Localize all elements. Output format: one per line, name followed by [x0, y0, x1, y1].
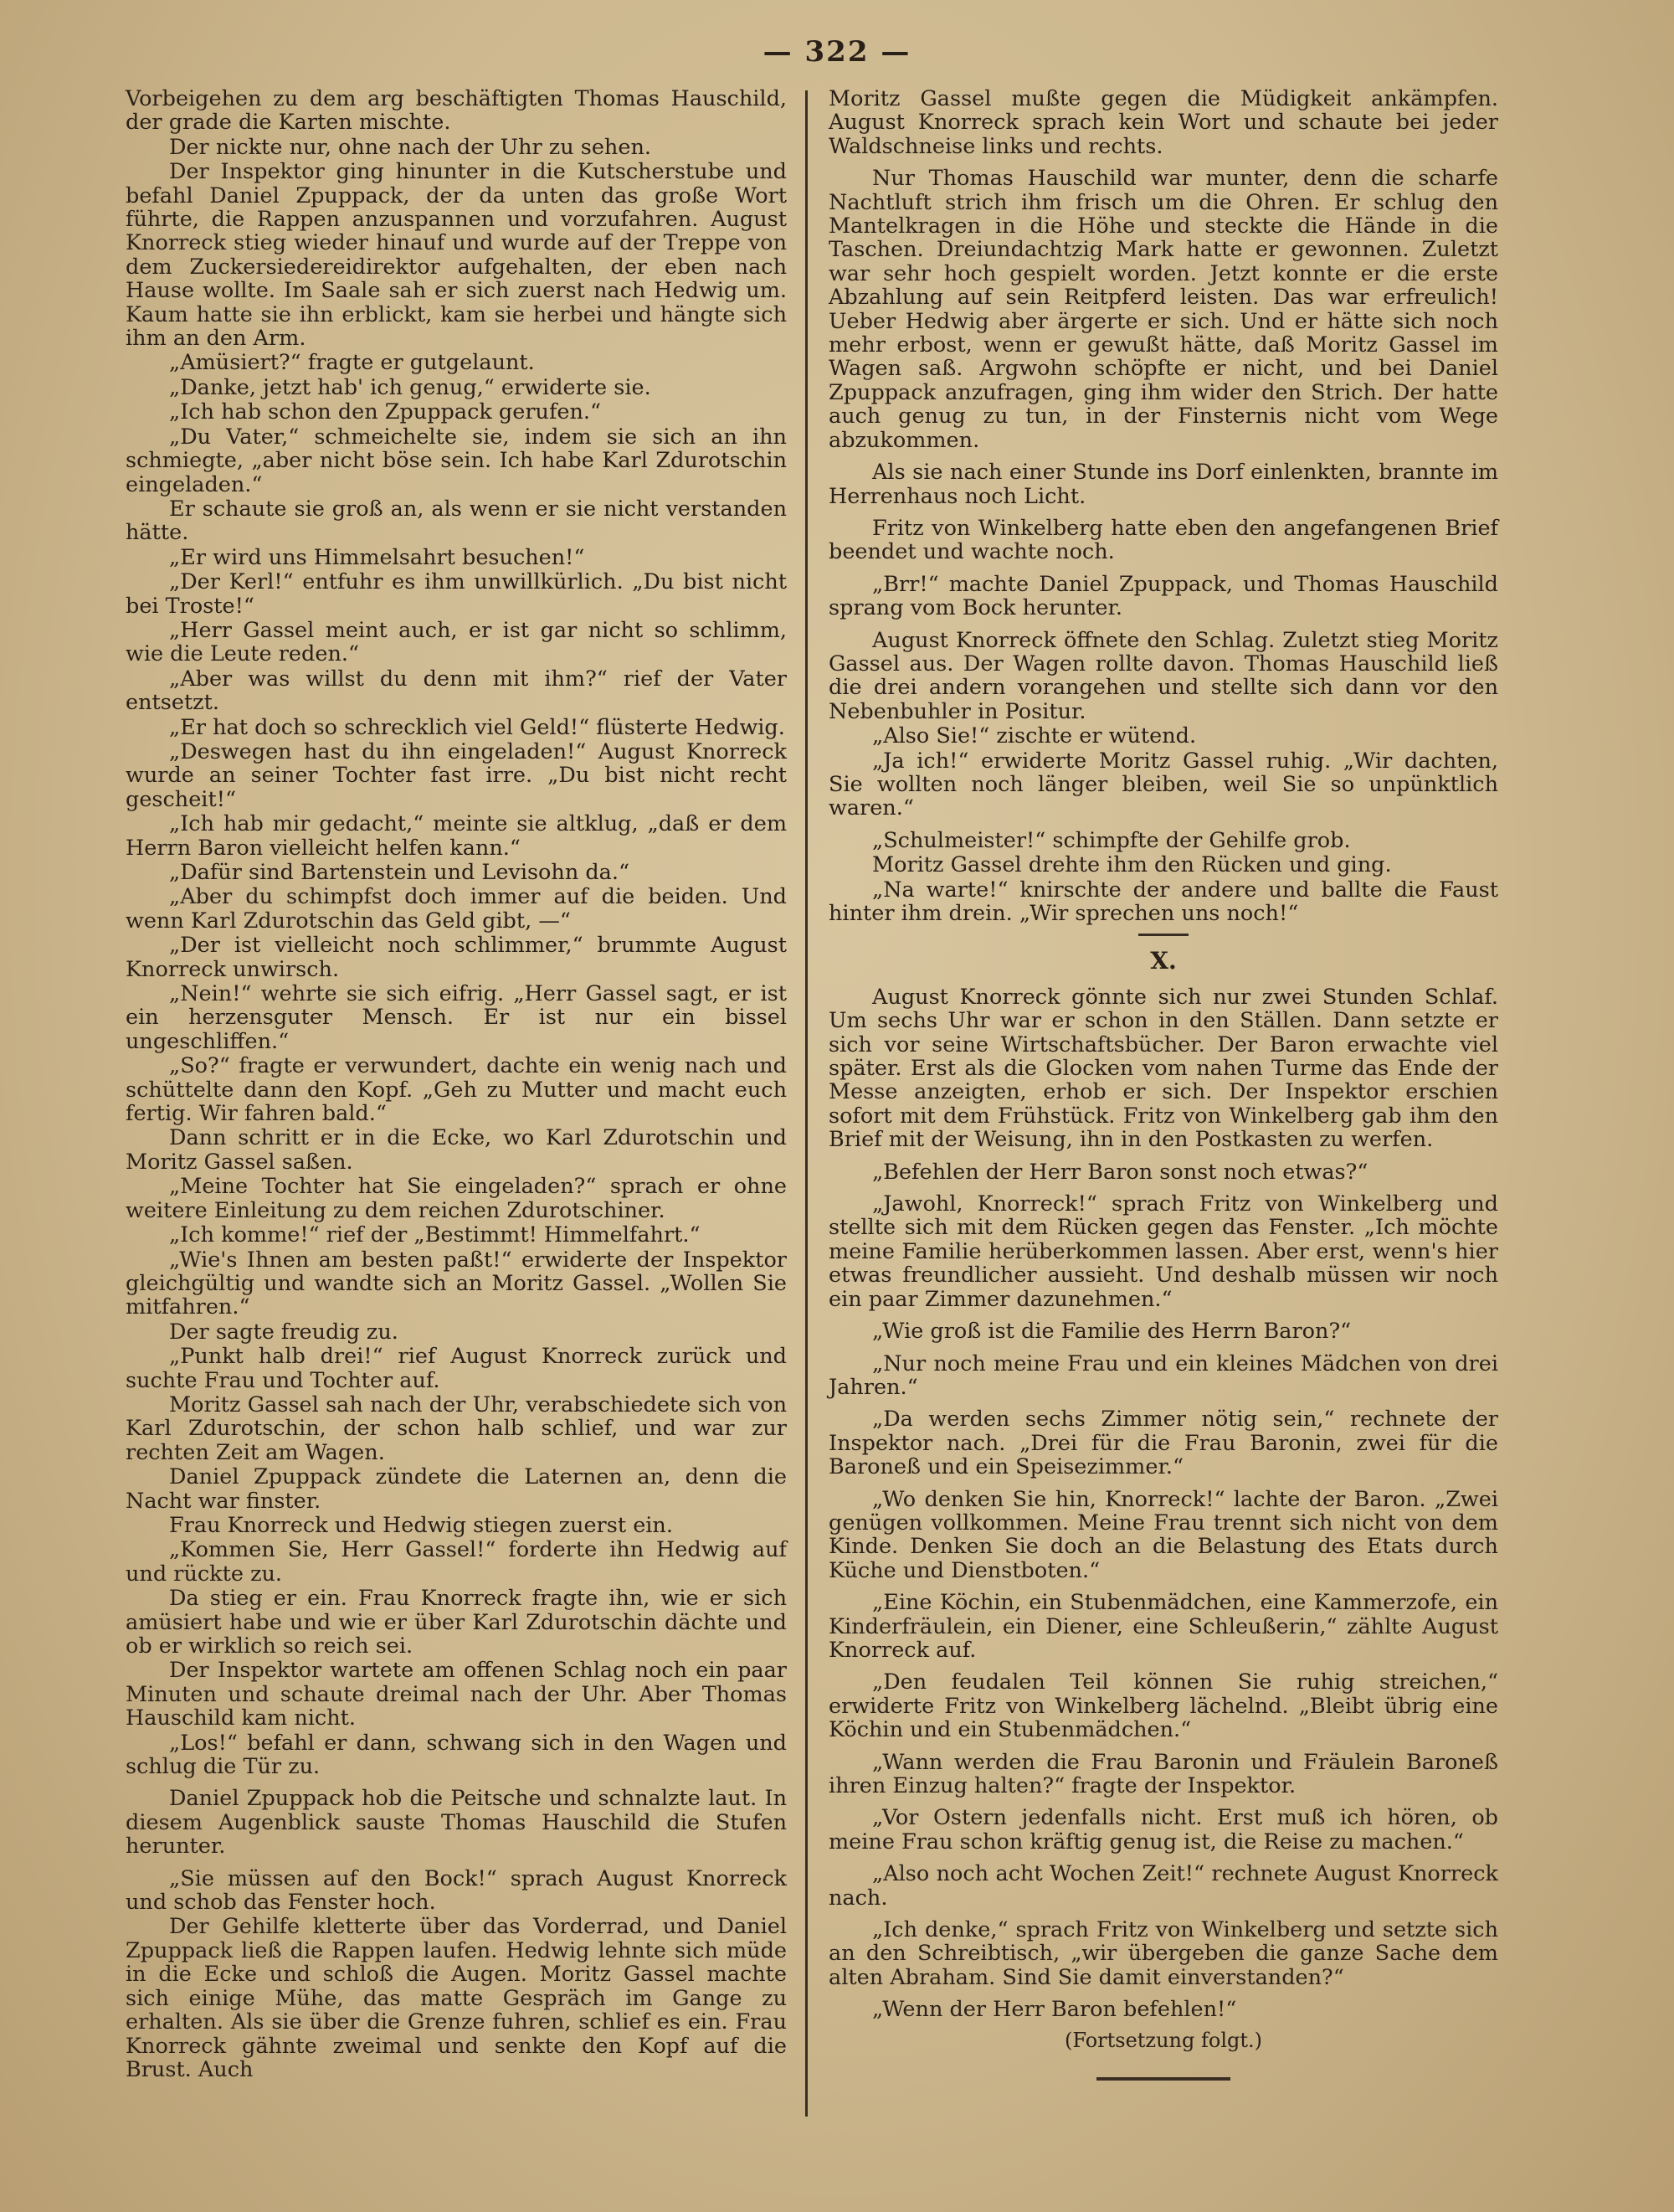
column-divider — [805, 90, 808, 2117]
paragraph: „Ich hab mir gedacht,“ meinte sie altklug, „daß er dem Herrn Baron vielleicht helfen kann.“ — [126, 811, 787, 861]
paragraph: „Los!“ befahl er dann, schwang sich in den Wagen und schlug die Tür zu. — [126, 1730, 787, 1780]
paragraph: „Ja ich!“ erwiderte Moritz Gassel ruhig. „Wir dachten, Sie wollten noch länger bleiben, weil Sie so unpünktlich waren.“ — [829, 748, 1498, 821]
paragraph: „Wenn der Herr Baron befehlen!“ — [872, 1997, 1237, 2023]
paragraph: „Ich hab schon den Zpuppack gerufen.“ — [169, 399, 602, 425]
paragraph: „Ich denke,“ sprach Fritz von Winkelberg und setzte sich an den Schreibtisch, „wir übergeben die ganze Sache dem alten Abraham. Sind Sie damit einverstanden?“ — [829, 1917, 1498, 1990]
paragraph: Der Inspektor wartete am offenen Schlag noch ein paar Minuten und schaute dreimal nach der Uhr. Aber Thomas Hauschild kam nicht. — [126, 1658, 787, 1731]
paragraph: „Deswegen hast du ihn eingeladen!“ August Knorreck wurde an seiner Tochter fast irre. „Du bist nicht recht gescheit!“ — [126, 738, 787, 812]
paragraph: „Eine Köchin, ein Stubenmädchen, eine Kammerzofe, ein Kinderfräulein, ein Diener, eine Schleußerin,“ zählte August Knorreck auf. — [829, 1590, 1498, 1663]
paragraph: „Aber du schimpfst doch immer auf die beiden. Und wenn Karl Zdurotschin das Geld gibt, —“ — [126, 884, 787, 934]
paragraph: „Jawohl, Knorreck!“ sprach Fritz von Winkelberg und stellte sich mit dem Rücken gegen das Fenster. „Ich möchte meine Familie herüberkommen lassen. Aber erst, wenn's hier etwas freundlicher aussieht. Und deshalb müssen wir noch ein paar Zimmer dazunehmen.“ — [829, 1191, 1498, 1312]
paragraph: „Wie's Ihnen am besten paßt!“ erwiderte der Inspektor gleichgültig und wandte sich an Moritz Gassel. „Wollen Sie mitfahren.“ — [126, 1247, 787, 1320]
paragraph: Nur Thomas Hauschild war munter, denn die scharfe Nachtluft strich ihm frisch um die Ohren. Er schlug den Mantelkragen in die Höhe und steckte die Hände in die Taschen. Dreiundachtzig Mark hatte er gewonnen. Zuletzt war sehr hoch gespielt worden. Jetzt konnte er die erste Abzahlung auf sein Reitpferd leisten. Das war erfreulich! Ueber Hedwig aber ärgerte er sich. Und er hätte sich noch mehr erbost, wenn er gewußt hätte, daß Moritz Gassel im Wagen saß. Argwohn schöpfte er nicht, und bei Daniel Zpuppack anzufragen, ging ihm wider den Strich. Der hatte auch genug zu tun, in der Finsternis nicht vom Wege abzukommen. — [829, 166, 1498, 453]
paragraph: „Wo denken Sie hin, Knorreck!“ lachte der Baron. „Zwei genügen vollkommen. Meine Frau trennt sich nicht von dem Kinde. Denken Sie doch an die Belastung des Etats durch Küche und Dienstboten.“ — [829, 1486, 1498, 1583]
paragraph: Frau Knorreck und Hedwig stiegen zuerst ein. — [169, 1512, 673, 1538]
paragraph: „Er wird uns Himmelsahrt besuchen!“ — [169, 544, 585, 570]
paragraph: „Punkt halb drei!“ rief August Knorreck zurück und suchte Frau und Tochter auf. — [126, 1344, 787, 1393]
paragraph: „Danke, jetzt hab' ich genug,“ erwiderte sie. — [169, 374, 651, 400]
paragraph: Moritz Gassel mußte gegen die Müdigkeit ankämpfen. August Knorreck sprach kein Wort und schaute bei jeder Waldschneise links und rechts. — [829, 86, 1498, 159]
paragraph: „Na warte!“ knirschte der andere und ballte die Faust hinter ihm drein. „Wir sprechen uns noch!“ — [829, 877, 1498, 926]
paragraph: August Knorreck gönnte sich nur zwei Stunden Schlaf. Um sechs Uhr war er schon in den Ställen. Dann setzte er sich vor seine Wirtschaftsbücher. Der Baron erwachte viel später. Erst als die Glocken vom nahen Turme das Ende der Messe anzeigten, erhob er sich. Der Inspektor erschien sofort mit dem Frühstück. Fritz von Winkelberg gab ihm den Brief mit der Weisung, ihn in den Postkasten zu werfen. — [829, 984, 1498, 1153]
left-column — [126, 87, 787, 2082]
paragraph: Daniel Zpuppack hob die Peitsche und schnalzte laut. In diesem Augenblick sauste Thomas Hauschild die Stufen herunter. — [126, 1786, 787, 1860]
paragraph: „Brr!“ machte Daniel Zpuppack, und Thomas Hauschild sprang vom Bock herunter. — [829, 571, 1498, 621]
paragraph: Der Inspektor ging hinunter in die Kutscherstube und befahl Daniel Zpuppack, der da unten das große Wort führte, die Rappen anzuspannen und vorzufahren. August Knorreck stieg wieder hinauf und wurde auf der Treppe von dem Zuckersiedereidirektor aufgehalten, der eben nach Hause wollte. Im Saale sah er sich zuerst nach Hedwig um. Kaum hatte sie ihn erblickt, kam sie herbei und hängte sich ihm an den Arm. — [126, 159, 787, 352]
paragraph: „Vor Ostern jedenfalls nicht. Erst muß ich hören, ob meine Frau schon kräftig genug ist, die Reise zu machen.“ — [829, 1805, 1498, 1854]
paragraph: Der Gehilfe kletterte über das Vorderrad, und Daniel Zpuppack ließ die Rappen laufen. Hedwig lehnte sich müde in die Ecke und schloß die Augen. Moritz Gassel machte sich einige Mühe, das matte Gespräch im Gange zu erhalten. Als sie über die Grenze fuhren, schlief es ein. Frau Knorreck gähnte zweimal und senkte den Kopf auf die Brust. Auch — [126, 1914, 787, 2082]
paragraph: Daniel Zpuppack zündete die Laternen an, denn die Nacht war finster. — [126, 1464, 787, 1514]
paragraph: „Du Vater,“ schmeichelte sie, indem sie sich an ihn schmiegte, „aber nicht böse sein. Ich habe Karl Zdurotschin eingeladen.“ — [126, 424, 787, 497]
paragraph: Fritz von Winkelberg hatte eben den angefangenen Brief beendet und wachte noch. — [829, 515, 1498, 565]
paragraph: Vorbeigehen zu dem arg beschäftigten Thomas Hauschild, der grade die Karten mischte. — [126, 86, 787, 136]
paragraph: „Sie müssen auf den Bock!“ sprach August Knorreck und schob das Fenster hoch. — [126, 1865, 787, 1916]
paragraph: Moritz Gassel drehte ihm den Rücken und ging. — [872, 852, 1392, 878]
paragraph: „Nein!“ wehrte sie sich eifrig. „Herr Gassel sagt, er ist ein herzensguter Mensch. Er ist nur ein bissel ungeschliffen.“ — [126, 981, 787, 1054]
paragraph: „So?“ fragte er verwundert, dachte ein wenig nach und schüttelte dann den Kopf. „Geh zu Mutter und macht euch fertig. Wir fahren bald.“ — [126, 1053, 787, 1127]
end-rule — [1096, 2077, 1230, 2081]
paragraph: Als sie nach einer Stunde ins Dorf einlenkten, brannte im Herrenhaus noch Licht. — [829, 460, 1498, 509]
paragraph: Er schaute sie groß an, als wenn er sie nicht verstanden hätte. — [126, 496, 787, 546]
paragraph: „Der Kerl!“ entfuhr es ihm unwillkürlich. „Du bist nicht bei Troste!“ — [126, 569, 787, 619]
paragraph: Dann schritt er in die Ecke, wo Karl Zdurotschin und Moritz Gassel saßen. — [126, 1125, 787, 1175]
paragraph: August Knorreck öffnete den Schlag. Zuletzt stieg Moritz Gassel aus. Der Wagen rollte davon. Thomas Hauschild ließ die drei andern vorangehen und stellte sich dann vor den Nebenbuhler in Positur. — [829, 627, 1498, 724]
paragraph: „Der ist vielleicht noch schlimmer,“ brummte August Knorreck unwirsch. — [126, 933, 787, 982]
paragraph: „Befehlen der Herr Baron sonst noch etwas?“ — [872, 1159, 1368, 1185]
paragraph: „Herr Gassel meint auch, er ist gar nicht so schlimm, wie die Leute reden.“ — [126, 617, 787, 667]
paragraph: „Ich komme!“ rief der „Bestimmt! Himmelfahrt.“ — [169, 1222, 701, 1248]
paragraph: „Wie groß ist die Familie des Herrn Baron?“ — [872, 1319, 1352, 1345]
paragraph: Der nickte nur, ohne nach der Uhr zu sehen. — [169, 134, 651, 160]
paragraph: „Amüsiert?“ fragte er gutgelaunt. — [169, 350, 535, 376]
right-column-part-b — [829, 985, 1498, 2022]
paragraph: „Nur noch meine Frau und ein kleines Mädchen von drei Jahren.“ — [829, 1350, 1498, 1400]
paragraph: „Kommen Sie, Herr Gassel!“ forderte ihn Hedwig auf und rückte zu. — [126, 1537, 787, 1587]
paragraph: „Also noch acht Wochen Zeit!“ rechnete August Knorreck nach. — [829, 1861, 1498, 1911]
paragraph: „Den feudalen Teil können Sie ruhig streichen,“ erwiderte Fritz von Winkelberg lächelnd. „Bleibt übrig eine Köchin und ein Stubenmädchen.“ — [829, 1669, 1498, 1743]
paragraph: „Schulmeister!“ schimpfte der Gehilfe grob. — [872, 827, 1351, 853]
section-separator — [1138, 934, 1189, 936]
paragraph: „Da werden sechs Zimmer nötig sein,“ rechnete der Inspektor nach. „Drei für die Frau Baronin, zwei für die Baroneß und ein Speisezimmer.“ — [829, 1407, 1498, 1480]
paragraph: Moritz Gassel sah nach der Uhr, verabschiedete sich von Karl Zdurotschin, der schon halb schlief, und war zur rechten Zeit am Wagen. — [126, 1392, 787, 1465]
right-column — [829, 87, 1498, 2081]
paragraph: „Wann werden die Frau Baronin und Fräulein Baroneß ihren Einzug halten?“ fragte der Inspektor. — [829, 1749, 1498, 1798]
paragraph: „Meine Tochter hat Sie eingeladen?“ sprach er ohne weitere Einleitung zu dem reichen Zdurotschiner. — [126, 1174, 787, 1223]
paragraph: „Also Sie!“ zischte er wütend. — [872, 723, 1197, 749]
page-number: — 322 — — [763, 35, 911, 69]
paragraph: „Er hat doch so schrecklich viel Geld!“ flüsterte Hedwig. — [169, 714, 785, 740]
paragraph: „Aber was willst du denn mit ihm?“ rief der Vater entsetzt. — [126, 666, 787, 716]
section-heading: X. — [1150, 947, 1177, 975]
paragraph: Da stieg er ein. Frau Knorreck fragte ihn, wie er sich amüsiert habe und wie er über Karl Zdurotschin dächte und ob er wirklich so reich sei. — [126, 1586, 787, 1659]
paragraph: Der sagte freudig zu. — [169, 1319, 398, 1345]
right-column-part-a — [829, 87, 1498, 925]
continuation-note: (Fortsetzung folgt.) — [1065, 2028, 1262, 2052]
paragraph: „Dafür sind Bartenstein und Levisohn da.“ — [169, 860, 630, 885]
